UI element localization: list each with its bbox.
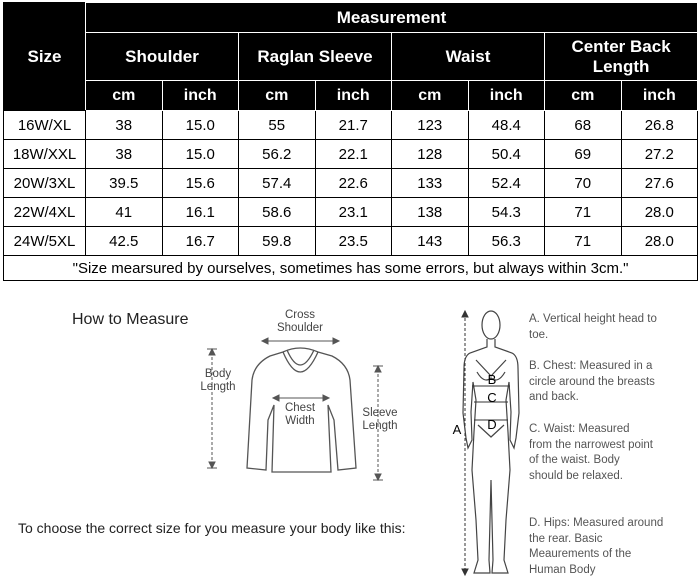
column-header: Waist xyxy=(392,33,545,81)
note-d: D. Hips: Measured around the rear. Basic Meaurements of the Human Body xyxy=(529,517,664,576)
value-cell: 48.4 xyxy=(468,111,545,140)
value-cell: 57.4 xyxy=(239,169,316,198)
value-cell: 15.6 xyxy=(162,169,239,198)
measurement-header: Measurement xyxy=(86,3,698,33)
value-cell: 128 xyxy=(392,140,469,169)
table-row xyxy=(4,198,698,227)
value-cell: 59.8 xyxy=(239,227,316,256)
value-cell: 54.3 xyxy=(468,198,545,227)
column-header: Raglan Sleeve xyxy=(239,33,392,81)
size-cell: 18W/XXL xyxy=(4,140,86,169)
value-cell: 68 xyxy=(545,111,622,140)
marker-c: C xyxy=(487,390,497,405)
value-cell: 21.7 xyxy=(315,111,392,140)
value-cell: 27.2 xyxy=(621,140,698,169)
size-cell: 24W/5XL xyxy=(4,227,86,256)
note-b: B. Chest: Measured in a circle around the breasts and back. xyxy=(529,360,655,403)
size-cell: 20W/3XL xyxy=(4,169,86,198)
chest-width-label: Chest Width xyxy=(284,402,316,427)
value-cell: 50.4 xyxy=(468,140,545,169)
how-to-measure-title: How to Measure xyxy=(72,311,189,328)
size-cell: 22W/4XL xyxy=(4,198,86,227)
value-cell: 71 xyxy=(545,198,622,227)
marker-b: B xyxy=(487,372,497,387)
table-row xyxy=(4,111,698,140)
value-cell: 42.5 xyxy=(86,227,163,256)
value-cell: 55 xyxy=(239,111,316,140)
value-cell: 22.1 xyxy=(315,140,392,169)
value-cell: 22.6 xyxy=(315,169,392,198)
value-cell: 123 xyxy=(392,111,469,140)
value-cell: 27.6 xyxy=(621,169,698,198)
value-cell: 52.4 xyxy=(468,169,545,198)
cross-shoulder-label: Cross Shoulder xyxy=(276,309,324,334)
value-cell: 70 xyxy=(545,169,622,198)
size-chart-table xyxy=(3,2,698,281)
value-cell: 138 xyxy=(392,198,469,227)
value-cell: 38 xyxy=(86,140,163,169)
value-cell: 56.2 xyxy=(239,140,316,169)
unit-header: cm xyxy=(239,81,316,111)
unit-header: cm xyxy=(392,81,469,111)
table-row xyxy=(4,227,698,256)
column-header: Center Back Length xyxy=(545,33,698,81)
value-cell: 15.0 xyxy=(162,140,239,169)
instruction-text: To choose the correct size for you measure your body like this: xyxy=(18,520,406,536)
value-cell: 16.7 xyxy=(162,227,239,256)
size-cell: 16W/XL xyxy=(4,111,86,140)
unit-header: cm xyxy=(545,81,622,111)
value-cell: 16.1 xyxy=(162,198,239,227)
marker-d: D xyxy=(487,417,497,432)
unit-header: inch xyxy=(315,81,392,111)
note-c: C. Waist: Measured from the narrowest point of the waist. Body should be relaxed. xyxy=(529,423,654,482)
value-cell: 58.6 xyxy=(239,198,316,227)
table-note: "Size mearsured by ourselves, sometimes has some errors, but always within 3cm." xyxy=(4,256,698,281)
value-cell: 133 xyxy=(392,169,469,198)
size-header: Size xyxy=(4,3,86,111)
column-header: Shoulder xyxy=(86,33,239,81)
unit-header: inch xyxy=(468,81,545,111)
value-cell: 71 xyxy=(545,227,622,256)
value-cell: 39.5 xyxy=(86,169,163,198)
value-cell: 28.0 xyxy=(621,198,698,227)
unit-header: inch xyxy=(162,81,239,111)
body-length-label: Body Length xyxy=(200,368,236,393)
value-cell: 38 xyxy=(86,111,163,140)
value-cell: 23.5 xyxy=(315,227,392,256)
table-row xyxy=(4,140,698,169)
value-cell: 26.8 xyxy=(621,111,698,140)
value-cell: 69 xyxy=(545,140,622,169)
value-cell: 143 xyxy=(392,227,469,256)
table-row xyxy=(4,169,698,198)
marker-a: A xyxy=(452,422,462,437)
value-cell: 56.3 xyxy=(468,227,545,256)
note-a: A. Vertical height head to toe. xyxy=(529,313,657,341)
value-cell: 23.1 xyxy=(315,198,392,227)
unit-header: cm xyxy=(86,81,163,111)
value-cell: 41 xyxy=(86,198,163,227)
sleeve-length-label: Sleeve Length xyxy=(362,407,398,432)
unit-header: inch xyxy=(621,81,698,111)
value-cell: 15.0 xyxy=(162,111,239,140)
value-cell: 28.0 xyxy=(621,227,698,256)
